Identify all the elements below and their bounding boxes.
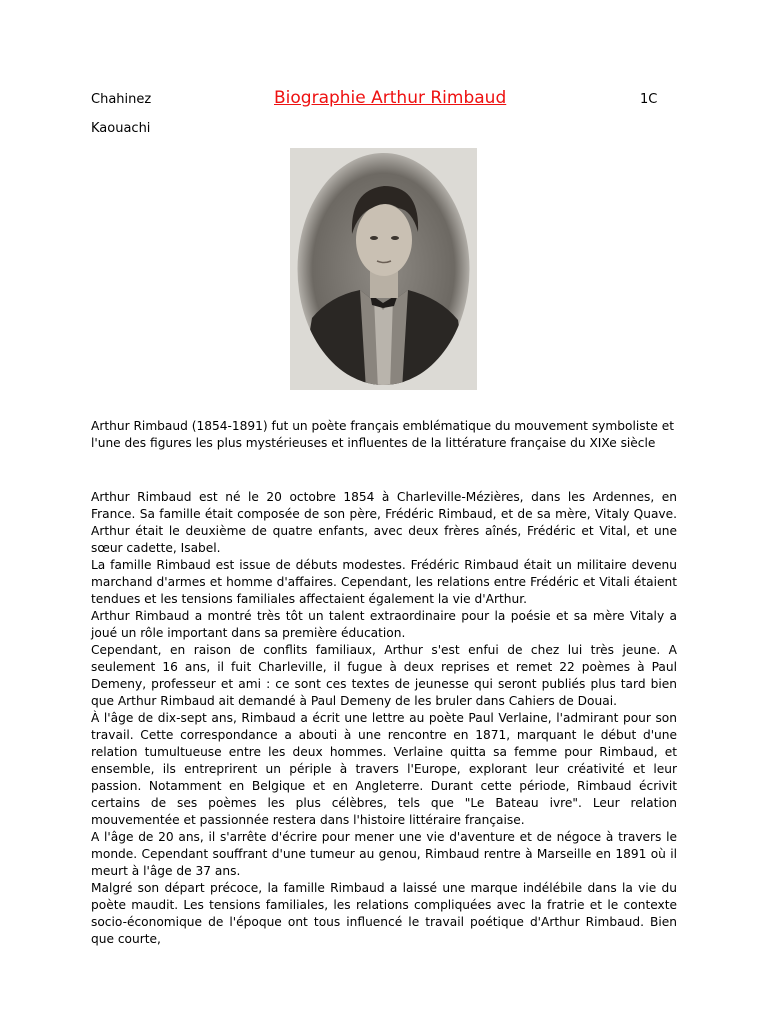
portrait-image <box>290 148 477 390</box>
document-title: Biographie Arthur Rimbaud <box>274 88 507 108</box>
paragraph-verlaine: À l'âge de dix-sept ans, Rimbaud a écrit une lettre au poète Paul Verlaine, l'admirant pour son travail. Cette correspondance a abouti à une rencontre en 1871, marquant le début d'une relation tumultueuse entre les deux hommes. Verlaine quitta sa femme pour Rimbaud, et ensemble, ils entreprirent un périple à travers l'Europe, explorant leur créativité et leur passion. Notamment en Belgique et en Angleterre. Durant cette période, Rimbaud écrivit certains de ses poèmes les plus célèbres, tels que "Le Bateau ivre". Leur relation mouvementée et passionnée restera dans l'histoire littéraire française. <box>91 711 677 827</box>
author-first-name: Chahinez <box>91 92 152 107</box>
paragraph-legacy: Malgré son départ précoce, la famille Rimbaud a laissé une marque indélébile dans la vie du poète maudit. Les tensions familiales, les relations compliquées avec la fratrie et le contexte socio-économique de l'époque ont tous influencé le travail poétique d'Arthur Rimbaud. Bien que courte, <box>91 881 677 946</box>
paragraph-flight: Cependant, en raison de conflits familiaux, Arthur s'est enfui de chez lui très jeune. A seulement 16 ans, il fuit Charleville, il fugue à deux reprises et remet 22 poèmes à Paul Demeny, professeur et ami : ce sont ces textes de jeunesse qui seront publiés plus tard bien que Arthur Rimbaud ait demandé à Paul Demeny de les bruler dans Cahiers de Douai. <box>91 643 677 708</box>
intro-paragraph: Arthur Rimbaud (1854-1891) fut un poète français emblématique du mouvement symboliste et l'une des figures les plus mystérieuses et influentes de la littérature française du XIXe siècle <box>91 419 674 450</box>
paragraph-later-life: A l'âge de 20 ans, il s'arrête d'écrire pour mener une vie d'aventure et de négoce à travers le monde. Cependant souffrant d'une tumeur au genou, Rimbaud rentre à Marseille en 1891 où il meurt à l'âge de 37 ans. <box>91 830 677 878</box>
author-last-name: Kaouachi <box>91 121 151 136</box>
paragraph-family: La famille Rimbaud est issue de débuts modestes. Frédéric Rimbaud était un militaire devenu marchand d'armes et homme d'affaires. Cependant, les relations entre Frédéric et Vitali étaient tendues et les tensions familiales affectaient également la vie d'Arthur. <box>91 558 677 606</box>
biography-body <box>91 489 677 948</box>
class-code: 1C <box>640 92 658 107</box>
paragraph-talent: Arthur Rimbaud a montré très tôt un talent extraordinaire pour la poésie et sa mère Vitaly a joué un rôle important dans sa première éducation. <box>91 609 677 640</box>
paragraph-birth: Arthur Rimbaud est né le 20 octobre 1854 à Charleville-Mézières, dans les Ardennes, en France. Sa famille était composée de son père, Frédéric Rimbaud, et de sa mère, Vitaly Quave. Arthur était le deuxième de quatre enfants, avec deux frères aînés, Frédéric et Vital, et une sœur cadette, Isabel. <box>91 490 677 555</box>
